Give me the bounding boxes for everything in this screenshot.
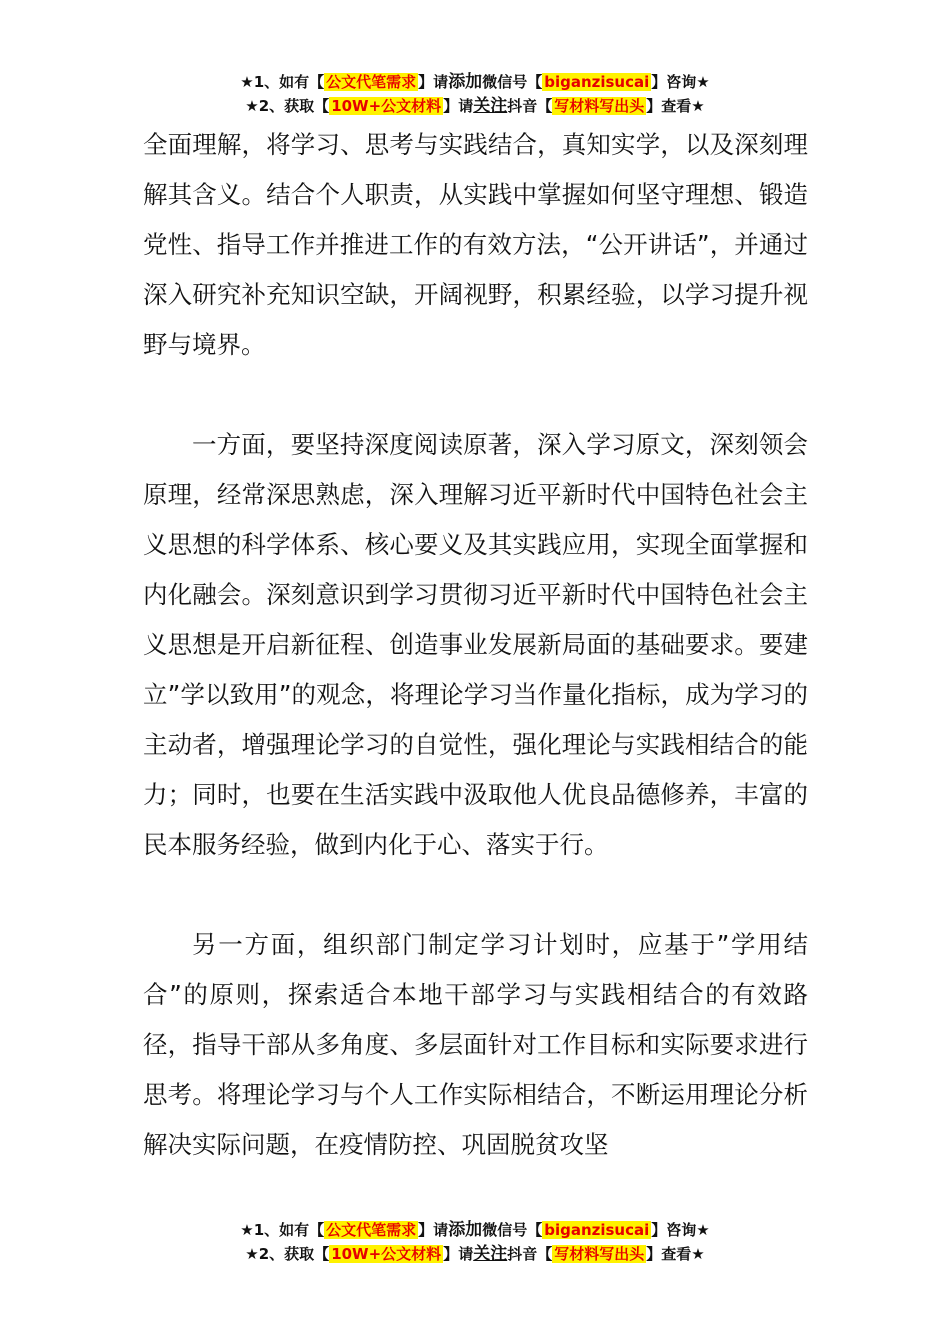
banner-text: 】查看★ — [646, 97, 705, 115]
highlight-service: 公文代笔需求 — [326, 1221, 417, 1239]
paragraph-spacer — [143, 370, 808, 420]
banner-line-1 — [0, 70, 950, 94]
banner-line-2 — [0, 94, 950, 118]
highlight-service: 公文代笔需求 — [326, 73, 417, 91]
banner-emphasis: 添加 — [448, 1220, 483, 1240]
banner-text: ★1、如有【 — [240, 1221, 325, 1239]
header-banner — [0, 70, 950, 118]
highlight-douyin: 写材料写出头 — [554, 97, 645, 115]
banner-line-1 — [0, 1218, 950, 1242]
banner-text: 微信号【 — [482, 73, 543, 91]
banner-emphasis: 关注 — [473, 96, 508, 116]
banner-emphasis: 添加 — [448, 72, 483, 92]
banner-emphasis: 关注 — [473, 1244, 508, 1264]
banner-text: ★1、如有【 — [240, 73, 325, 91]
banner-text: 抖音【 — [507, 1245, 553, 1263]
highlight-wechat-id: biganzisucai — [544, 73, 650, 91]
paragraph-spacer — [143, 870, 808, 920]
banner-text: 】请 — [443, 1245, 474, 1263]
banner-text: 抖音【 — [507, 97, 553, 115]
highlight-wechat-id: biganzisucai — [544, 1221, 650, 1239]
footer-banner — [0, 1218, 950, 1266]
banner-text: ★2、获取【 — [245, 97, 330, 115]
banner-text: 】咨询★ — [651, 1221, 710, 1239]
banner-text: 】咨询★ — [651, 73, 710, 91]
banner-text: 】查看★ — [646, 1245, 705, 1263]
document-body — [143, 120, 808, 1170]
paragraph-3: 另一方面，组织部门制定学习计划时，应基于”学用结合”的原则，探索适合本地干部学习与实践相结合的有效路径，指导干部从多角度、多层面针对工作目标和实际要求进行思考。将理论学习与个人工作实际相结合，不断运用理论分析解决实际问题，在疫情防控、巩固脱贫攻坚 — [143, 930, 808, 1159]
highlight-materials: 10W+公文材料 — [331, 97, 442, 115]
paragraph-1: 全面理解，将学习、思考与实践结合，真知实学，以及深刻理解其含义。结合个人职责，从实践中掌握如何坚守理想、锻造党性、指导工作并推进工作的有效方法，“公开讲话”，并通过深入研究补充知识空缺，开阔视野，积累经验，以学习提升视野与境界。 — [143, 130, 808, 359]
banner-text: 】请 — [418, 1221, 449, 1239]
banner-line-2 — [0, 1242, 950, 1266]
banner-text: ★2、获取【 — [245, 1245, 330, 1263]
highlight-douyin: 写材料写出头 — [554, 1245, 645, 1263]
banner-text: 微信号【 — [482, 1221, 543, 1239]
paragraph-2: 一方面，要坚持深度阅读原著，深入学习原文，深刻领会原理，经常深思熟虑，深入理解习近平新时代中国特色社会主义思想的科学体系、核心要义及其实践应用，实现全面掌握和内化融会。深刻意识到学习贯彻习近平新时代中国特色社会主义思想是开启新征程、创造事业发展新局面的基础要求。要建立”学以致用”的观念，将理论学习当作量化指标，成为学习的主动者，增强理论学习的自觉性，强化理论与实践相结合的能力；同时，也要在生活实践中汲取他人优良品德修养，丰富的民本服务经验，做到内化于心、落实于行。 — [143, 430, 808, 859]
highlight-materials: 10W+公文材料 — [331, 1245, 442, 1263]
banner-text: 】请 — [443, 97, 474, 115]
banner-text: 】请 — [418, 73, 449, 91]
